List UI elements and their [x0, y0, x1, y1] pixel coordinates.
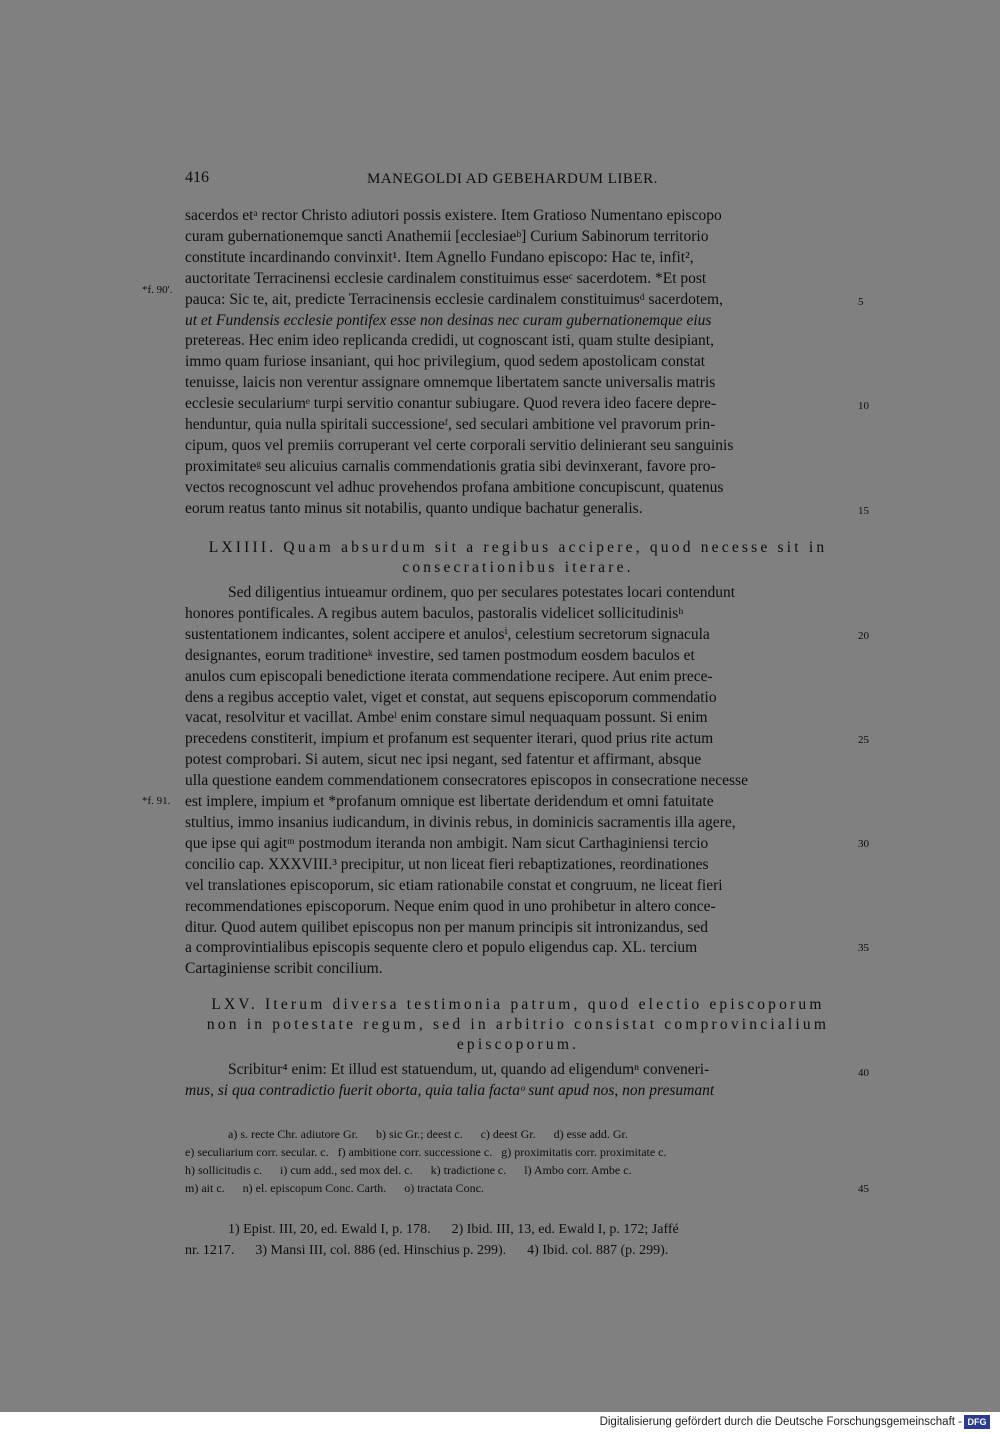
line-number: 10	[858, 400, 869, 412]
text-line: ut et Fundensis ecclesie pontifex esse non desinas nec curam gubernationemque eius	[185, 311, 712, 329]
apparatus-notes	[185, 1143, 851, 1197]
page-number: 416	[185, 169, 209, 186]
line-number: 30	[858, 838, 869, 850]
text-line: que ipse qui agitᵐ postmodum iteranda non ambigit. Nam sicut Carthaginiensi tercio	[185, 834, 709, 852]
text-line: vectos recognoscunt vel adhuc provehendos profana ambitione concupiscunt, quatenus	[185, 478, 724, 496]
text-block-3	[185, 1060, 851, 1102]
folio-ref: *f. 91.	[142, 795, 171, 807]
chapter-heading	[185, 538, 851, 578]
text-line: ditur. Quod autem quilibet episcopus non per manum principis sit intronizandus, sed	[185, 918, 709, 936]
text-line: pretereas. Hec enim ideo replicanda credidi, ut cognoscant isti, quam stulte desipiant,	[185, 332, 714, 350]
text-line: immo quam furiose insaniant, qui hoc privilegium, quod sedem apostolicam constat	[185, 353, 706, 371]
footnote-line: 1) Epist. III, 20, ed. Ewald I, p. 178. 2) Ibid. III, 13, ed. Ewald I, p. 172; Jaffé	[228, 1222, 679, 1237]
line-number: 45	[858, 1183, 869, 1195]
text-line: potest comprobari. Si autem, sicut nec ipsi negant, sed fatentur et affirmant, absque	[185, 751, 702, 769]
text-line: eorum reatus tanto minus sit notabilis, quanto undique bachatur generalis.	[185, 499, 643, 517]
text-block-1	[185, 206, 851, 520]
footnote-line: e) seculiarium corr. secular. c. f) ambitione corr. successione c. g) proximitatis corr. proximitate c.	[185, 1145, 667, 1159]
text-line: ulla questione eandem commendationem consecratores episcopos in consecratione necesse	[185, 772, 748, 790]
line-number: 15	[858, 505, 869, 517]
text-line: anulos cum episcopali benedictione iterata commendatione recipere. Aut enim prece-	[185, 667, 713, 685]
text-line: Scribitur⁴ enim: Et illud est statuendum, ut, quando ad eligendumⁿ conveneri-	[228, 1061, 710, 1078]
text-line: mus, si qua contradictio fuerit oborta, quia talia factaᵒ sunt apud nos, non presumant	[185, 1081, 715, 1099]
text-line: concilio cap. XXXVIII.³ precipitur, ut non liceat fieri rebaptizationes, reordinationes	[185, 855, 709, 873]
text-line: sustentationem indicantes, solent accipere et anulosⁱ, celestium secretorum signacula	[185, 625, 710, 643]
line-number: 5	[858, 296, 864, 308]
line-number: 35	[858, 942, 869, 954]
text-line: Cartaginiense scribit concilium.	[185, 960, 383, 978]
text-line: cipum, quos vel premiis corruperant vel certe corporali servitio delinierant seu sanguinis	[185, 436, 734, 454]
text-line: recommendationes episcoporum. Neque enim quod in uno prohibetur in altero conce-	[185, 897, 716, 915]
text-line: designantes, eorum traditioneᵏ investire, sed tamen postmodum eosdem baculos et	[185, 646, 695, 664]
chapter-heading	[185, 995, 851, 1055]
text-line: proximitateᵍ seu alicuius carnalis commendationis gratia sibi devinxerant, favore pro-	[185, 457, 716, 475]
footnote-line: h) sollicitudis c. i) cum add., sed mox del. c. k) tradictione c. l) Ambo corr. Ambe c.	[185, 1163, 632, 1177]
text-line: curam gubernationemque sancti Anathemii [ecclesiaeᵇ] Curium Sabinorum territorio	[185, 227, 709, 245]
running-title: MANEGOLDI AD GEBEHARDUM LIBER.	[367, 171, 658, 187]
text-line: vacat, resolvitur et vacillat. Ambeˡ enim constare simul nequaquam possunt. Si enim	[185, 709, 708, 727]
source-notes	[185, 1241, 851, 1261]
footnote-line: m) ait c. n) el. episcopum Conc. Carth. o) tractata Conc.	[185, 1181, 484, 1195]
apparatus-notes	[228, 1125, 851, 1143]
footer-credit: Digitalisierung gefördert durch die Deutsche Forschungsgemeinschaft -	[599, 1416, 962, 1428]
footnote-line: nr. 1217. 3) Mansi III, col. 886 (ed. Hinschius p. 299). 4) Ibid. col. 887 (p. 299).	[185, 1243, 669, 1258]
text-line: dens a regibus acceptio valet, viget et constat, aut sequens episcoporum commendatio	[185, 688, 717, 706]
text-line: ecclesie seculariumᵉ turpi servitio conantur subiugare. Quod revera ideo facere depre-	[185, 395, 717, 413]
text-line: auctoritate Terracinensi ecclesie cardinalem constituimus esseᶜ sacerdotem. *Et post	[185, 269, 707, 287]
text-line: a comprovintialibus episcopis sequente clero et populo eligendus cap. XL. tercium	[185, 939, 698, 957]
heading-line: episcoporum.	[456, 1036, 580, 1053]
heading-line: consecrationibus iterare.	[402, 559, 634, 576]
folio-ref: *f. 90'.	[142, 284, 173, 296]
text-line: sacerdos etᵃ rector Christo adiutori possis existere. Item Gratioso Numentano episcopo	[185, 207, 722, 224]
text-line: pauca: Sic te, ait, predicte Terracinensis ecclesie cardinalem constituimusᵈ sacerdotem,	[185, 290, 723, 308]
text-line: Sed diligentius intueamur ordinem, quo per seculares potestates locari contendunt	[228, 584, 736, 601]
dfg-logo: DFG	[964, 1415, 990, 1429]
text-line: constitute incardinando convinxit¹. Item Agnello Fundano episcopo: Hac te, infit²,	[185, 248, 694, 266]
line-number: 20	[858, 630, 869, 642]
text-line: tenuisse, laicis non verentur assignare omnemque libertatem sancte universalis matris	[185, 374, 716, 392]
text-line: stultius, immo insanius iudicandum, in divinis rebus, in dominicis sacramentis illa agere,	[185, 813, 736, 831]
heading-line: LXIIII. Quam absurdum sit a regibus accipere, quod necesse sit in	[208, 539, 828, 556]
text-line: est implere, impium et *profanum omnique est libertate deridendum et omni fatuitate	[185, 793, 714, 811]
text-line: henduntur, quia nulla spiritali successioneᶠ, sed seculari ambitione vel pravorum prin-	[185, 416, 716, 434]
text-block-2	[185, 583, 851, 980]
line-number: 25	[858, 734, 869, 746]
source-notes	[228, 1220, 851, 1240]
line-number: 40	[858, 1067, 869, 1079]
heading-line: non in potestate regum, sed in arbitrio consistat comprovincialium	[206, 1016, 830, 1033]
text-line: vel translationes episcoporum, sic etiam rationabile constat et congruum, ne liceat fieri	[185, 876, 723, 894]
text-line: honores pontificales. A regibus autem baculos, pastoralis videlicet sollicitudinisʰ	[185, 604, 684, 622]
text-line: precedens constiterit, impium et profanum est sequenter iterari, quod prius rite actum	[185, 730, 714, 748]
footnote-line: a) s. recte Chr. adiutore Gr. b) sic Gr.; deest c. c) deest Gr. d) esse add. Gr.	[228, 1127, 628, 1141]
heading-line: LXV. Iterum diversa testimonia patrum, quod electio episcoporum	[211, 996, 825, 1013]
